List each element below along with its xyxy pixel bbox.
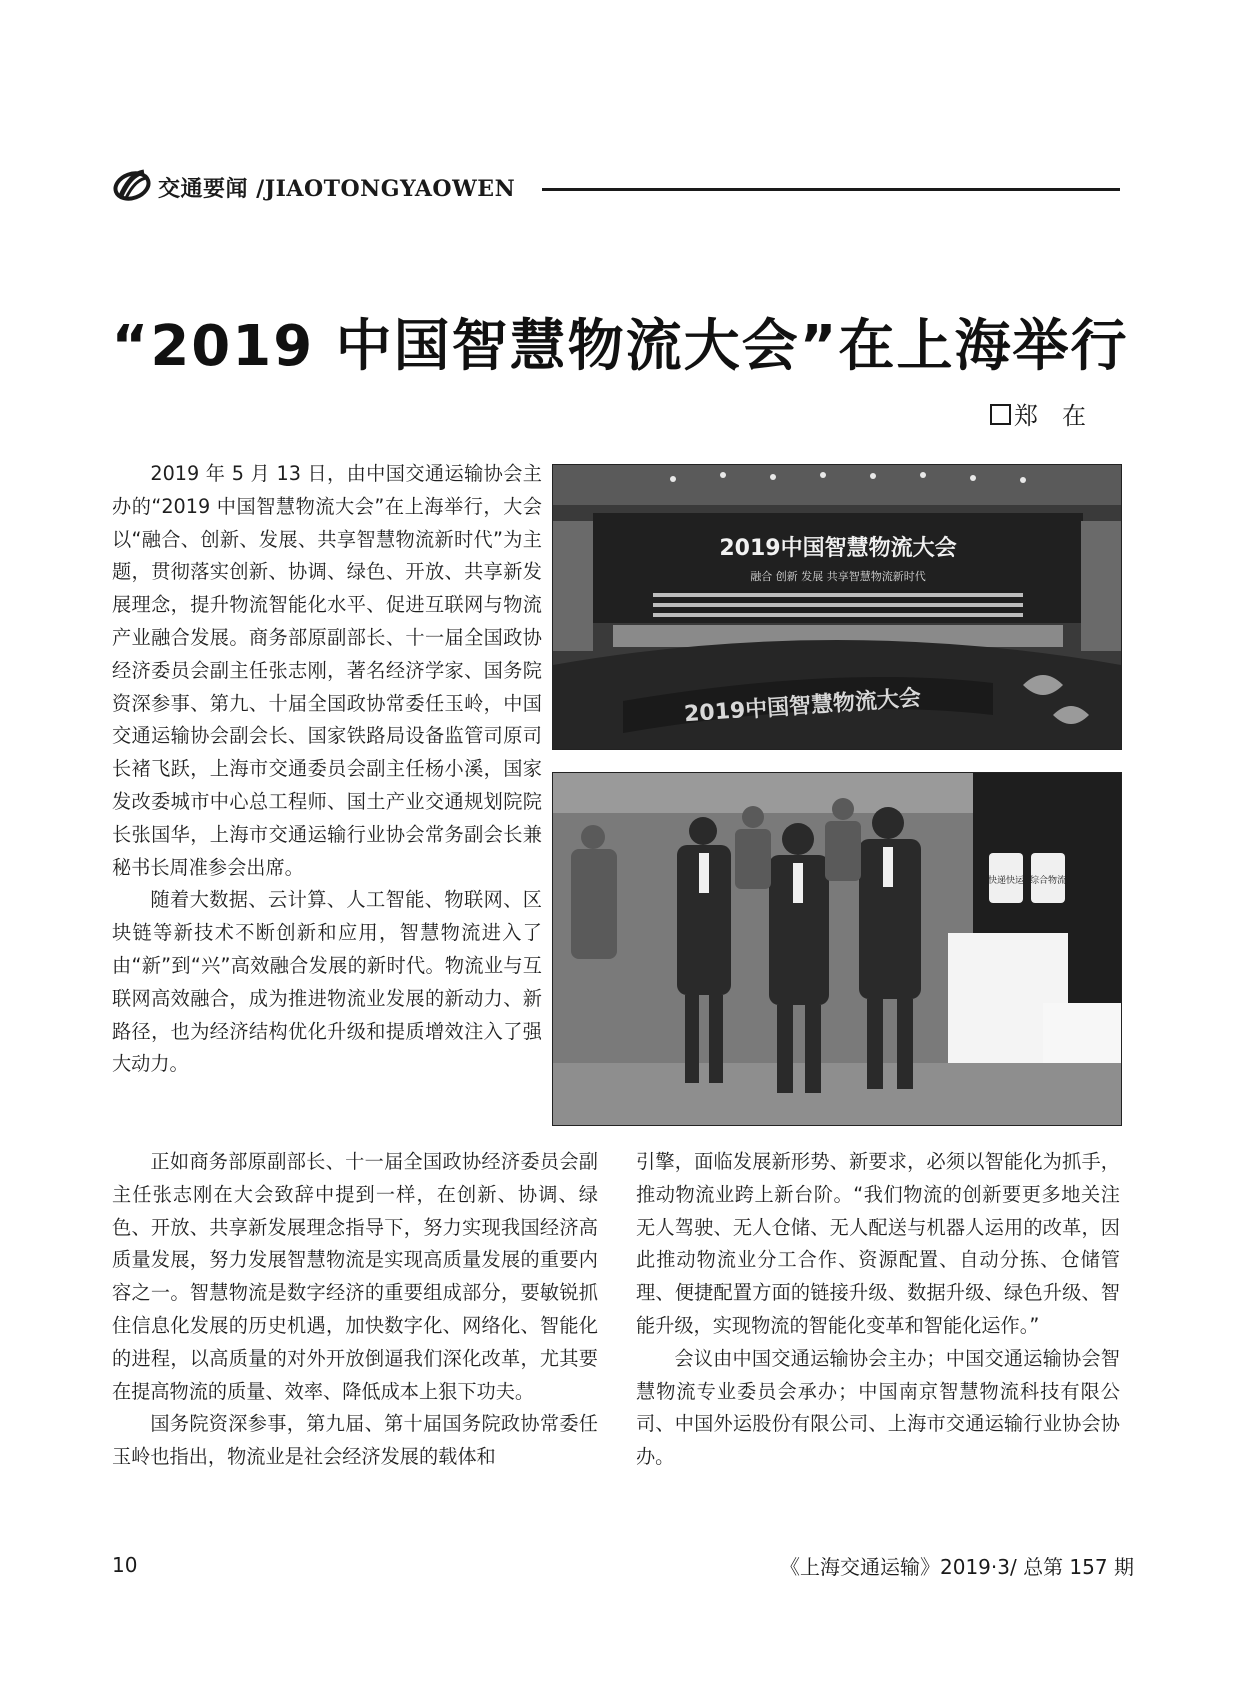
conference-stage-photo: [552, 464, 1122, 750]
article-column-left-bottom: [112, 1146, 598, 1474]
paragraph: 国务院资深参事，第九届、第十届国务院政协常委任玉岭也指出，物流业是社会经济发展的载体和: [112, 1412, 598, 1469]
paragraph: 随着大数据、云计算、人工智能、物联网、区块链等新技术不断创新和应用，智慧物流进入了由“新”到“兴”高效融合发展的新时代。物流业与互联网高效融合，成为推进物流业发展的新动力、新路径，也为经济结构优化升级和提质增效注入了强大动力。: [112, 888, 542, 1076]
author-name: 郑 在: [1014, 402, 1086, 430]
stage-floor-text: 2019中国智慧物流大会: [683, 685, 922, 728]
article-column-right-bottom: [636, 1146, 1120, 1474]
paragraph: 会议由中国交通运输协会主办；中国交通运输协会智慧物流专业委员会承办；中国南京智慧物流科技有限公司、中国外运股份有限公司、上海市交通运输行业协会协办。: [636, 1346, 1120, 1469]
delegation-photo-graphic: [553, 773, 1121, 1125]
journal-issue: 《上海交通运输》2019·3/ 总第 157 期: [780, 1555, 1134, 1579]
stage-photo-graphic: [553, 465, 1121, 749]
article-column-left-top: [112, 458, 542, 1081]
delegation-visit-photo: [552, 772, 1122, 1126]
stage-banner-title: 2019中国智慧物流大会: [719, 536, 957, 561]
section-name: 交通要闻 /JIAOTONGYAOWEN: [158, 176, 516, 202]
section-header: [112, 164, 1120, 208]
paragraph: 正如商务部原副部长、十一届全国政协经济委员会副主任张志刚在大会致辞中提到一样，在创新、协调、绿色、开放、共享新发展理念指导下，努力实现我国经济高质量发展，努力发展智慧物流是实现高质量发展的重要内容之一。智慧物流是数字经济的重要组成部分，要敏锐抓住信息化发展的历史机遇，加快数字化、网络化、智能化的进程，以高质量的对外开放倒逼我们深化改革，尤其要在提高物流的质量、效率、降低成本上狠下功夫。: [112, 1150, 598, 1403]
paragraph: 2019 年 5 月 13 日，由中国交通运输协会主办的“2019 中国智慧物流大会”在上海举行，大会以“融合、创新、发展、共享智慧物流新时代”为主题，贯彻落实创新、协调、绿色、开放、共享新发展理念，提升物流智能化水平、促进互联网与物流产业融合发展。商务部原副部长、十一届全国政协经济委员会副主任张志刚，著名经济学家、国务院资深参事、第九、十届全国政协常委任玉岭，中国交通运输协会副会长、国家铁路局设备监管司原司长褚飞跃，上海市交通委员会副主任杨小溪，国家发改委城市中心总工程师、国土产业交通规划院院长张国华，上海市交通运输行业协会常务副会长兼秘书长周准参会出席。: [112, 462, 542, 879]
panel-item-label: 综合物流: [1029, 876, 1067, 886]
journal-logo-icon: [112, 168, 152, 204]
panel-item-label: 快递快运: [987, 876, 1025, 886]
byline-box-icon: [990, 404, 1011, 425]
article-title: “2019 中国智慧物流大会”在上海举行: [111, 314, 1129, 379]
article-byline: [990, 396, 1086, 431]
stage-banner-subtitle: 融合 创新 发展 共享智慧物流新时代: [750, 570, 926, 583]
paragraph: 引擎，面临发展新形势、新要求，必须以智能化为抓手，推动物流业跨上新台阶。“我们物流的创新要更多地关注无人驾驶、无人仓储、无人配送与机器人运用的改革，因此推动物流业分工合作、资源配置、自动分拣、仓储管理、便捷配置方面的链接升级、数据升级、绿色升级、智能升级，实现物流的智能化变革和智能化运作。”: [636, 1150, 1120, 1337]
page-number: 10: [112, 1553, 138, 1577]
header-rule: [542, 188, 1120, 191]
